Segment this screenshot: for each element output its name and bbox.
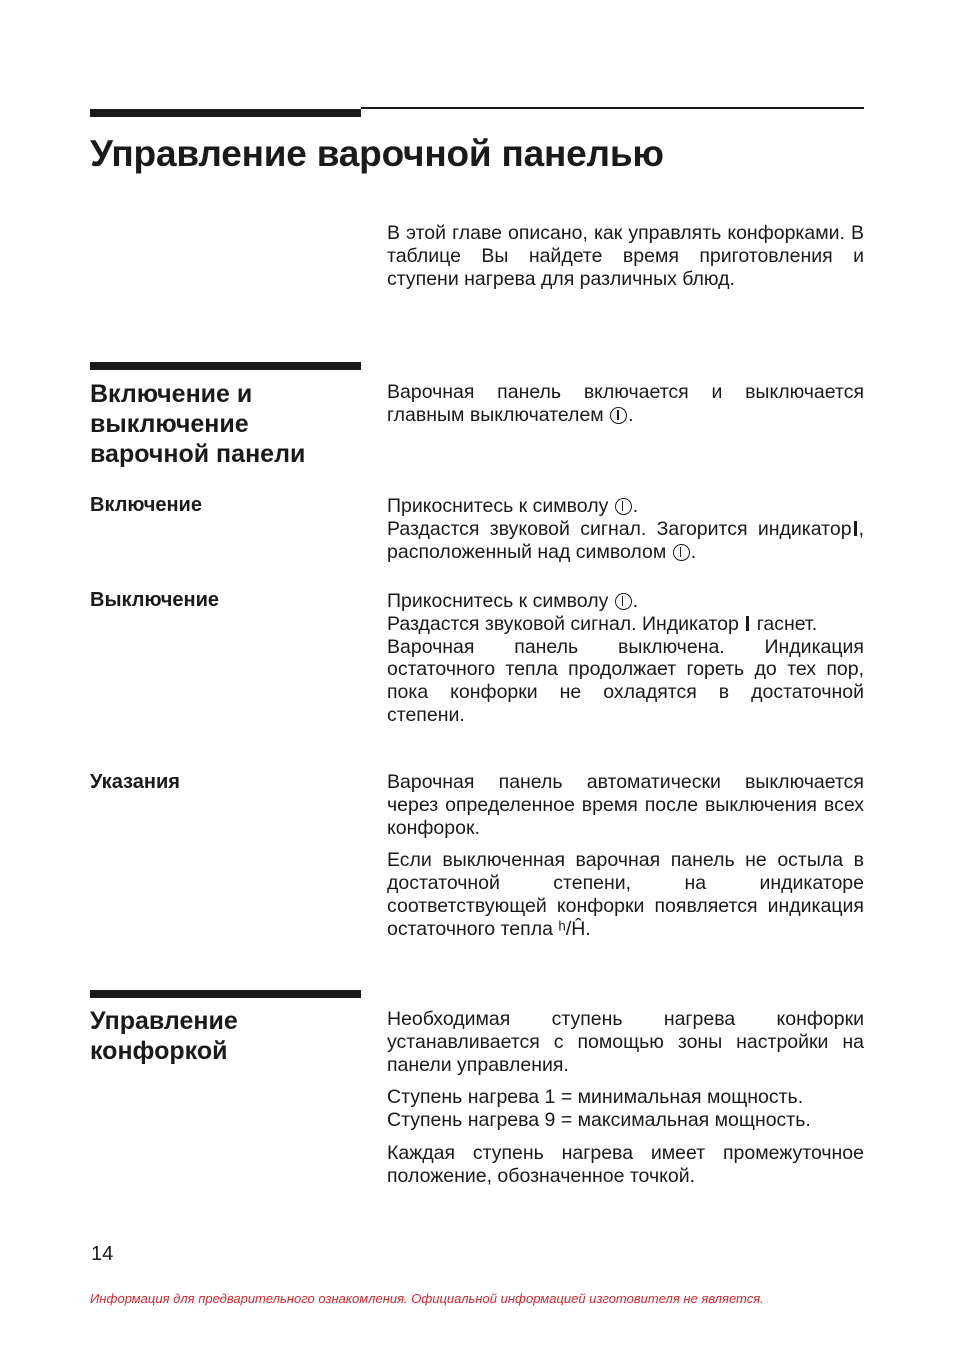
section2-heading: Управление конфоркой [90,1007,238,1065]
off-line2-end: гаснет. [756,612,818,635]
title-rule-thin [361,107,864,109]
off-text [387,590,864,727]
off-line1-end: . [632,590,639,612]
notes-text [387,771,864,941]
on-text [387,495,864,563]
page-title: Управление варочной панелью [90,133,664,174]
power-icon [610,407,627,424]
section2-para2-line2: Ступень нагрева 9 = максимальная мощность. [387,1109,811,1132]
notes-para2: Если выключенная варочная панель не остыла в достаточной степени, на индикаторе соответствующей конфорки появляется индикация остаточного тепла [387,849,864,940]
power-icon [615,593,632,610]
section1-heading: Включение и выключение варочной панели [90,380,306,468]
section1-bar [90,362,361,370]
intro-paragraph [387,222,864,290]
on-line1-end: . [632,495,639,517]
on-label: Включение [90,494,202,516]
on-line2-end: . [690,540,697,563]
off-line3: Варочная панель выключена. Индикация остаточного тепла продолжает гореть до тех пор, пока конфорки не охладятся в достаточной степени. [387,635,864,726]
title-rule-thick [90,109,361,117]
on-line2: Раздастся звуковой сигнал. Загорится индикатор [387,517,852,540]
section1-text-main: Варочная панель включается и выключается главным выключателем [387,381,864,426]
on-line1: Прикоснитесь к символу [387,495,609,517]
footer-disclaimer: Информация для предварительного ознакомления. Официальной информацией изготовителя не является. [90,1291,764,1306]
off-line1: Прикоснитесь к символу [387,590,609,612]
notes-para1: Варочная панель автоматически выключается через определенное время после выключения всех конфорок. [387,771,864,839]
off-line2: Раздастся звуковой сигнал. Индикатор [387,612,739,635]
notes-para2-end: . [585,917,591,940]
power-icon [615,498,632,515]
indicator-icon [854,521,857,536]
section1-text [387,381,864,427]
intro-text: В этой главе описано, как управлять конфорками. В таблице Вы найдете время приготовления и ступени нагрева для различных блюд. [387,222,864,290]
power-icon [673,544,690,561]
notes-label: Указания [90,771,180,793]
section2-bar [90,990,361,998]
section2-text [387,1008,864,1188]
off-label: Выключение [90,589,220,611]
on-line2-mid: , расположенный над символом [387,517,864,563]
residual-heat-symbol: ʰ/Ĥ [558,917,586,940]
section2-para2-line1: Ступень нагрева 1 = минимальная мощность. [387,1086,804,1109]
section1-text-end: . [628,403,634,426]
indicator-icon [746,616,749,631]
page-number: 14 [91,1243,114,1265]
section2-para1: Необходимая ступень нагрева конфорки устанавливается с помощью зоны настройки на панели управления. [387,1008,864,1076]
section2-para3: Каждая ступень нагрева имеет промежуточное положение, обозначенное точкой. [387,1141,864,1187]
